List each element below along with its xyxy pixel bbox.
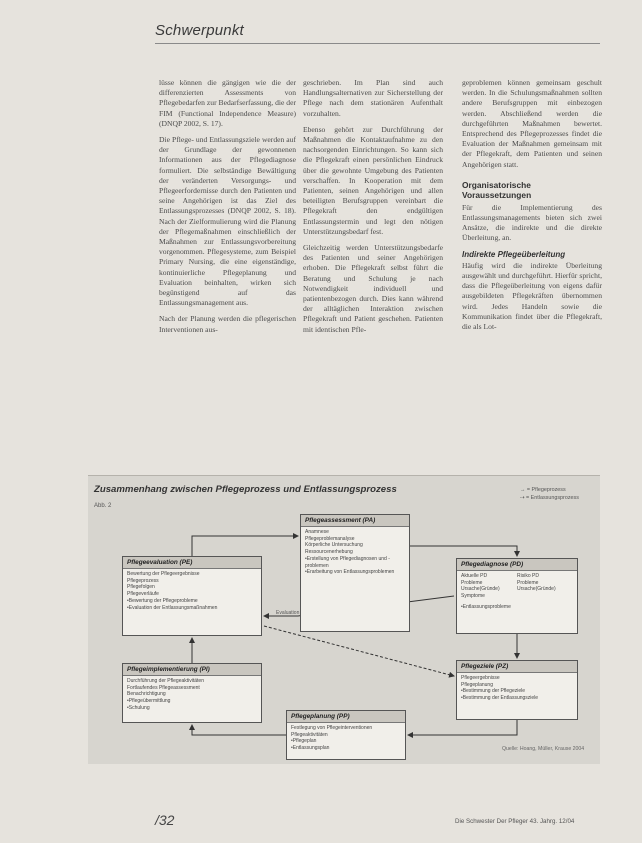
box-bullet: • Evaluation der Entlassungsmaßnahmen [127,605,257,612]
box-bullet: • Bestimmung der Pflegeziele [461,688,573,695]
box-item: Körperliche Untersuchung [305,542,363,549]
legend-item: → = Pflegeprozess [520,487,566,493]
paragraph: geschrieben. Im Plan sind auch Handlungsalternativen zur Sicherstellung der Pflege nach dem stationären Aufenthalt vorzuhalten. [303,78,443,118]
box-bullet: • Bewertung der Pflegeprobleme [127,598,257,605]
box-bullet: • Erstellung von Pflegediagnosen und -problemen [305,556,405,569]
box-item: Probleme [517,579,539,586]
box-bullet: • Pflegeplan [291,738,401,745]
box-title: Pflegeimplementierung (PI) [123,664,261,676]
paragraph: Für die Implementierung des Entlassungsmanagements bieten sich zwei Ansätze, die indirekte und die direkte Überleitung, an. [462,202,602,243]
section-title: Schwerpunkt [155,22,244,39]
box-item: Ursache(Gründe) [461,586,500,593]
box-bullet: • Schulung [127,705,257,712]
paragraph: Gleichzeitig werden Unterstützungsbedarfe des Patienten und seiner Angehörigen erhoben. Die Pflegekraft selbst führt die Beratung und Schulung je nach Notwendigkeit individuell und patientenbezogen durch. Dies kann während der alltäglichen Interaktion zwischen Pflegekraft und Patient geschehen. Patienten mit identischen Pfle- [303,243,443,334]
figure-number: Abb. 2 [94,503,112,509]
figure-title: Zusammenhang zwischen Pflegeprozess und Entlassungsprozess [94,484,397,495]
subsection-heading: Indirekte Pflegeüberleitung [462,249,566,259]
paragraph: Nach der Planung werden die pflegerischen Interventionen aus- [159,314,296,334]
box-pflegeassessment [300,514,410,632]
arrow-pe-to-pz [264,626,454,676]
box-title: Pflegeziele (PZ) [457,661,577,673]
paragraph: Die Pflege- und Entlassungsziele werden auf der Grundlage der gewonnenen Informationen aus der Pflegediagnose formuliert. Die selbständige Bewältigung der veränderten Versorgungs- und Pflegeerfordernisse durch den Patienten und seine Angehörigen ist das Ziel des Entlassungsprozesses (DNQP 2002, S. 18). Nach der Zielformulierung wird die Planung der Pflegemaßnahmen einschließlich der Maßnahmen zur Entlassungsvorbereitung vorgenommen. Pflegesysteme, zum Beispiel Primary Nursing, die eine eigenständige, kontinuierliche Pflegeplanung und Evaluation beinhalten, wirken sich begünstigend auf das Entlassungsmanagement aus. [159,135,296,308]
box-bullet: • Bestimmung der Entlassungsziele [461,695,573,702]
arrow-pp-to-pi [192,725,286,735]
section-heading: Organisatorische Voraussetzungen [462,179,532,200]
box-item: Pflegeaktivitäten [291,731,328,738]
box-pflegeziele [456,660,578,720]
box-bullet: • Erarbeitung von Entlassungsproblemen [305,569,405,576]
box-pflegeevaluation [122,556,262,636]
legend-item: ⇢ = Entlassungsprozess [520,495,579,501]
box-item: Pflegeverläufe [127,591,159,598]
paragraph: Häufig wird die indirekte Überleitung ausgewählt und durchgeführt. Hierfür spricht, dass die Pflegeüberleitung von eigens dafür ausgebildeten Pflegekräften übernommen wird. Jedes Handeln sowie die Kommunikation findet über die Pflegekraft, die als Lot- [462,260,602,332]
process-figure [88,475,600,764]
box-item: Festlegung von Pflegeinterventionen [291,725,373,731]
paragraph: lüsse können die gängigen wie die der differenzierten Assessments von Pflegebedarfen zur Bedarfserfassung, die der FIM (Functional Independence Measure) (DNQP 2002, S. 17). [159,78,296,128]
box-pflegediagnose [456,558,578,634]
text-column-2 [303,78,443,341]
box-title: Pflegeassessment (PA) [301,515,409,527]
box-title: Pflegeevaluation (PE) [123,557,261,569]
edge-label: Evaluation [276,610,300,616]
paragraph: geproblemen können gemeinsam geschult werden. In die Schulungsmaßnahmen sollten andere Berufsgruppen mit einbezogen werden. Abschließend werden die durchgeführten Maßnahmen bewertet. Entsprechend des Pflegeprozesses findet die Evaluation der Maßnahmen gemeinsam mit der Pflegekraft, dem Patienten und seinen Angehörigen statt. [462,78,602,169]
journal-footer: Die Schwester Der Pfleger 43. Jahrg. 12/04 [455,818,575,825]
arrow-pz-to-pp [408,720,517,735]
box-item: Risiko PD [517,573,539,579]
box-item: Pflegeprozess [127,577,159,584]
box-pflegeplanung [286,710,406,760]
box-item: Anamnese [305,529,329,535]
box-item: Fortlaufendes Pflegeassessment [127,684,200,691]
box-item: Durchführung der Pflegeaktivitäten [127,678,204,684]
box-item: Aktuelle PD [461,573,488,579]
box-title: Pflegeplanung (PP) [287,711,405,723]
box-item: Probleme [461,579,483,586]
page-number: /32 [155,812,175,828]
text-column-1 [159,78,296,341]
box-item: Bewertung der Pflegeergebnisse [127,571,200,577]
box-item: Symptome [461,593,485,600]
box-bullet: • Entlassungsplan [291,745,401,752]
box-item: Pflegeproblemanalyse [305,535,355,542]
arrow-pa-to-pd [410,546,517,556]
text-column-3 [462,78,602,338]
header-rule [155,43,600,44]
box-item: Pflegeplanung [461,681,493,688]
box-title: Pflegediagnose (PD) [457,559,577,571]
box-item: Benachrichtigung [127,691,166,698]
box-item: Pflegefolgen [127,584,155,591]
paragraph: Ebenso gehört zur Durchführung der Maßnahmen die Kontaktaufnahme zu den nachsorgenden Einrichtungen. So kann sich die Pflegekraft einen persönlichen Eindruck über die gewohnte Umgebung des Patienten verschaffen. In Kooperation mit dem Patienten, seinen Angehörigen und allen beteiligten Berufsgruppen vereinbart die Pflegekraft den endgültigen Entlassungstermin und legt den nötigen Unterstützungsbedarf fest. [303,124,443,236]
box-bullet: • Entlassungsprobleme [461,604,573,611]
box-item: Ressourcenerhebung [305,549,353,556]
box-bullet: • Pflegeübermittlung [127,698,257,705]
box-item: Pflegeergebnisse [461,675,500,681]
arrow-pe-to-pa [192,536,298,556]
box-item: Ursache(Gründe) [517,586,556,593]
box-pflegeimplementierung [122,663,262,723]
figure-source: Quelle: Hoang, Müller, Krause 2004 [502,746,585,752]
